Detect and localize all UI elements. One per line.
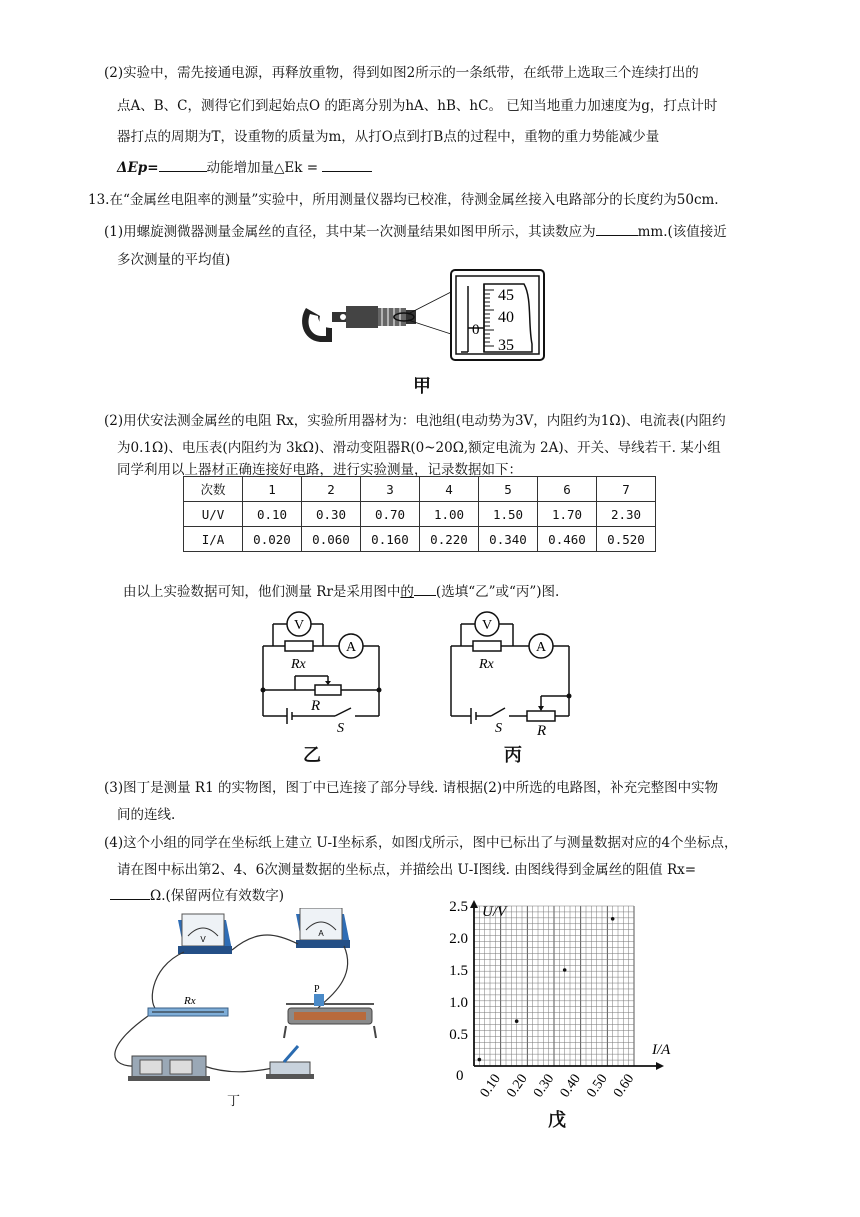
apparatus-figure (108, 908, 408, 1108)
q13-part1-line2: 多次测量的平均值) (117, 252, 231, 268)
ammeter-device (296, 908, 350, 948)
q13-part2-line2: 为0.1Ω)、电压表(内阻约为 3kΩ)、滑动变阻器R(0~20Ω,额定电流为 2A)、开关、导线若干. 某小组 (117, 440, 721, 456)
q13-part3-line2: 间的连线. (117, 807, 176, 823)
q13-part4-line3 (110, 884, 284, 904)
graph-axes (470, 900, 664, 1070)
q12-part2-line1: (2)实验中，需先接通电源，再释放重物，得到如图2所示的一条纸带，在纸带上选取三个连续打出的 (104, 65, 699, 81)
micrometer-scale-40: 40 (498, 309, 514, 326)
ek-label: 动能增加量△Ek = (206, 160, 323, 176)
data-point (563, 968, 567, 972)
x-tick-label: 0.30 (530, 1071, 558, 1101)
table-cell: 1.50 (479, 502, 538, 527)
q13-part1-text: (1)用螺旋测微器测量金属丝的直径，其中某一次测量结果如图甲所示，其读数应为 (104, 224, 596, 240)
voltmeter-label: V (481, 618, 493, 633)
data-point (515, 1019, 519, 1023)
resistance-blank[interactable] (110, 899, 150, 900)
q13-part1-line1 (104, 220, 727, 240)
slider-label: P (314, 984, 320, 995)
rx-label: Rx (291, 657, 306, 672)
q13-part1-unit: mm.(该值接近 (637, 224, 727, 240)
table-cell: 5 (479, 477, 538, 502)
q13-part4-line2: 请在图中标出第2、4、6次测量数据的坐标点，并描绘出 U-I图线. 由图线得到金属丝的阻值 Rx= (117, 862, 697, 878)
q12-answer-line (117, 156, 372, 176)
q13-part4-line3-text: Ω.(保留两位有效数字) (150, 888, 285, 904)
origin-label: 0 (456, 1068, 464, 1084)
table-cell: 0.460 (538, 527, 597, 552)
q13-part2-line1: (2)用伏安法测金属丝的电阻 Rx，实验所用器材为：电池组(电动势为3V，内阻约为1Ω)、电流表(内阻约 (104, 413, 726, 429)
table-cell: I/A (184, 527, 243, 552)
q13-part2-underlined: 的 (400, 584, 414, 600)
q13-part3-line1: (3)图丁是测量 R1 的实物图，图丁中已连接了部分导线. 请根据(2)中所选的电路图，补充完整图中实物 (104, 780, 719, 796)
x-tick-label: 0.10 (477, 1071, 504, 1101)
y-axis-label: U/V (482, 904, 507, 920)
y-tick-label: 1.0 (449, 995, 468, 1011)
x-axis-label: I/A (652, 1042, 671, 1058)
table-cell: 次数 (184, 477, 243, 502)
figure-bing-caption: 丙 (504, 745, 522, 766)
switch-label: S (337, 721, 344, 736)
ammeter-label: A (535, 640, 547, 655)
table-cell: 0.160 (361, 527, 420, 552)
micrometer-scale-35: 35 (498, 337, 514, 354)
q13-part4-line1: (4)这个小组的同学在坐标纸上建立 U-I坐标系，如图戊所示，图中已标出了与测量数据对应的4个坐标点， (104, 835, 738, 851)
figure-yi-caption: 乙 (303, 745, 321, 766)
table-cell: 1.00 (420, 502, 479, 527)
table-cell: 2 (302, 477, 361, 502)
y-tick-label: 1.5 (449, 963, 468, 979)
table-cell: 0.30 (302, 502, 361, 527)
table-cell: 1.70 (538, 502, 597, 527)
q12-part2-line2: 点A、B、C，测得它们到起始点O 的距离分别为hA、hB、hC。 已知当地重力加速度为g，打点计时 (117, 98, 718, 114)
figure-wu-caption: 戊 (548, 1110, 566, 1131)
graph-grid (474, 906, 634, 1066)
x-tick-label: 0.50 (584, 1071, 611, 1101)
rx-label: Rx (479, 657, 494, 672)
ammeter-label: A (345, 640, 357, 655)
circuit-yi (255, 604, 390, 769)
figure-jia-caption: 甲 (413, 376, 431, 397)
voltmeter-label: V (293, 618, 305, 633)
y-tick-label: 0.5 (449, 1027, 468, 1043)
y-tick-label: 2.0 (449, 931, 468, 947)
ep-blank[interactable] (159, 171, 207, 172)
q12-part2-line3: 器打点的周期为T，设重物的质量为m，从打O点到打B点的过程中，重物的重力势能减少量 (117, 129, 660, 145)
table-cell: 2.30 (597, 502, 656, 527)
q13-part2-choice-hint: (选填“乙”或“丙”)图. (435, 584, 560, 600)
figure-ding-caption: 丁 (227, 1094, 241, 1109)
x-tick-label: 0.60 (610, 1071, 638, 1101)
table-row (184, 527, 656, 552)
micrometer-reading-blank[interactable] (596, 235, 638, 236)
micrometer-scale-45: 45 (498, 287, 514, 304)
x-tick-label: 0.20 (504, 1071, 531, 1101)
q13-part2-line3: 同学利用以上器材正确连接好电路，进行实验测量，记录数据如下： (117, 462, 522, 478)
q13-part2-question (123, 580, 559, 600)
circuit-choice-blank[interactable] (414, 595, 436, 596)
table-cell: 0.520 (597, 527, 656, 552)
table-row (184, 502, 656, 527)
ammeter-device-label: A (318, 929, 324, 938)
table-cell: 6 (538, 477, 597, 502)
x-tick-label: 0.40 (557, 1071, 584, 1101)
u-i-graph (430, 900, 680, 1120)
micrometer-zero: 0 (472, 322, 480, 338)
table-cell: 1 (243, 477, 302, 502)
table-cell: 0.060 (302, 527, 361, 552)
table-cell: 0.10 (243, 502, 302, 527)
rx-board-label: Rx (184, 995, 196, 1007)
y-tick-label: 2.5 (449, 900, 468, 915)
table-cell: 0.220 (420, 527, 479, 552)
rheostat-label: R (311, 698, 321, 714)
switch-label: S (495, 721, 502, 736)
rheostat-label: R (537, 723, 547, 739)
voltmeter-device-label: V (200, 935, 206, 944)
table-cell: 0.340 (479, 527, 538, 552)
data-table (183, 476, 656, 552)
table-cell: 7 (597, 477, 656, 502)
data-point (611, 917, 615, 921)
ek-blank[interactable] (322, 171, 372, 172)
q13-part2-question-text: 由以上实验数据可知，他们测量 Rr是采用图中 (123, 584, 401, 600)
table-cell: 3 (361, 477, 420, 502)
ep-label: ΔEp= (117, 160, 159, 176)
table-cell: 4 (420, 477, 479, 502)
table-cell: U/V (184, 502, 243, 527)
table-row (184, 477, 656, 502)
q13-intro: 13.在“金属丝电阻率的测量”实验中，所用测量仪器均已校准，待测金属丝接入电路部分的长度约为50cm. (88, 192, 719, 208)
data-point (478, 1058, 482, 1062)
voltmeter-device (178, 914, 232, 954)
table-cell: 0.020 (243, 527, 302, 552)
table-cell: 0.70 (361, 502, 420, 527)
